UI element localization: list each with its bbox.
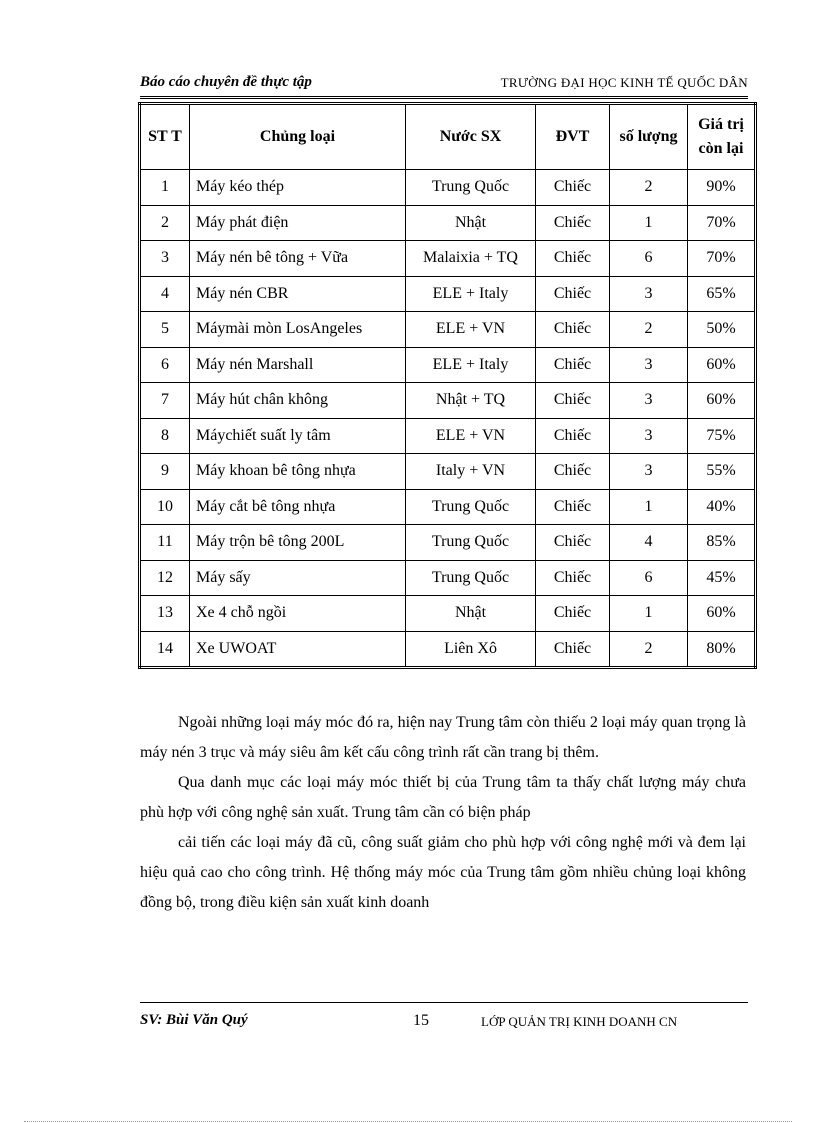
header-type: Chủng loại [190,104,406,170]
cell-quantity: 6 [610,560,688,596]
cell-quantity: 2 [610,170,688,206]
cell-unit: Chiếc [536,347,610,383]
cell-unit: Chiếc [536,631,610,668]
cell-remaining-value: 45% [688,560,756,596]
cell-type: Máy kéo thép [190,170,406,206]
paragraph-2: Qua danh mục các loại máy móc thiết bị của Trung tâm ta thấy chất lượng máy chưa phù hợp với công nghệ sản xuất. Trung tâm cần có biện pháp [140,774,746,821]
paragraph-3: cải tiến các loại máy đã cũ, công suất giảm cho phù hợp với công nghệ mới và đem lại hiệu quả cao cho công trình. Hệ thống máy móc của Trung tâm gồm nhiều chủng loại không đồng bộ, trong điều kiện sản xuất kinh doanh [140,834,746,911]
cell-unit: Chiếc [536,418,610,454]
cell-remaining-value: 40% [688,489,756,525]
table-row [140,347,756,383]
cell-unit: Chiếc [536,241,610,277]
cell-quantity: 1 [610,205,688,241]
table-row [140,241,756,277]
cell-stt: 10 [140,489,190,525]
cell-type: Máy trộn bê tông 200L [190,525,406,561]
table-row [140,525,756,561]
cell-type: Máy nén CBR [190,276,406,312]
cell-country: ELE + Italy [406,276,536,312]
table-row [140,170,756,206]
cell-country: Italy + VN [406,454,536,490]
cell-type: Máy phát điện [190,205,406,241]
cell-type: Xe UWOAT [190,631,406,668]
cell-remaining-value: 70% [688,241,756,277]
cell-country: Trung Quốc [406,489,536,525]
header-remaining-value: Giá trị còn lại [688,104,756,170]
class-name: LỚP QUẢN TRỊ KINH DOANH CN [481,1014,678,1029]
cell-country: Trung Quốc [406,525,536,561]
table-row [140,489,756,525]
cell-stt: 11 [140,525,190,561]
table-row [140,312,756,348]
cell-type: Máymài mòn LosAngeles [190,312,406,348]
cell-unit: Chiếc [536,276,610,312]
cell-remaining-value: 60% [688,347,756,383]
cell-country: ELE + Italy [406,347,536,383]
cell-unit: Chiếc [536,312,610,348]
equipment-table-wrapper [138,102,754,669]
cell-stt: 4 [140,276,190,312]
cell-type: Máy khoan bê tông nhựa [190,454,406,490]
cell-type: Máy sấy [190,560,406,596]
cell-remaining-value: 60% [688,596,756,632]
cell-country: ELE + VN [406,312,536,348]
equipment-table [138,102,757,669]
table-row [140,631,756,668]
cell-country: Nhật + TQ [406,383,536,419]
cell-remaining-value: 70% [688,205,756,241]
cell-stt: 1 [140,170,190,206]
cell-country: ELE + VN [406,418,536,454]
table-header-row [140,104,756,170]
page-footer [140,1012,748,1034]
page-header [140,74,748,96]
table-row [140,560,756,596]
table-row [140,383,756,419]
cell-stt: 3 [140,241,190,277]
cell-country: Liên Xô [406,631,536,668]
cell-remaining-value: 60% [688,383,756,419]
table-row [140,276,756,312]
cell-type: Máy nén bê tông + Vữa [190,241,406,277]
cell-quantity: 2 [610,631,688,668]
cell-quantity: 1 [610,489,688,525]
cell-type: Máy hút chân không [190,383,406,419]
table-row [140,205,756,241]
cell-unit: Chiếc [536,489,610,525]
cell-stt: 12 [140,560,190,596]
table-row [140,454,756,490]
cell-country: Nhật [406,596,536,632]
cell-quantity: 1 [610,596,688,632]
cell-unit: Chiếc [536,454,610,490]
cell-remaining-value: 55% [688,454,756,490]
cell-type: Máy cắt bê tông nhựa [190,489,406,525]
header-stt: ST T [140,104,190,170]
header-quantity: số lượng [610,104,688,170]
cell-remaining-value: 75% [688,418,756,454]
cell-type: Máychiết suất ly tâm [190,418,406,454]
cell-remaining-value: 65% [688,276,756,312]
cell-stt: 8 [140,418,190,454]
header-country: Nước SX [406,104,536,170]
cell-unit: Chiếc [536,596,610,632]
cell-country: Trung Quốc [406,560,536,596]
student-name: SV: Bùi Văn Quý [140,1012,248,1028]
paragraph-1: Ngoài những loại máy móc đó ra, hiện nay Trung tâm còn thiếu 2 loại máy quan trọng là máy nén 3 trục và máy siêu âm kết cấu công trình rất cần trang bị thêm. [140,714,746,761]
cell-unit: Chiếc [536,205,610,241]
cell-stt: 2 [140,205,190,241]
page-bottom-dotted-line [24,1121,792,1122]
cell-stt: 14 [140,631,190,668]
cell-type: Xe 4 chỗ ngồi [190,596,406,632]
cell-unit: Chiếc [536,383,610,419]
cell-unit: Chiếc [536,170,610,206]
cell-quantity: 4 [610,525,688,561]
cell-stt: 6 [140,347,190,383]
cell-quantity: 3 [610,454,688,490]
cell-quantity: 3 [610,276,688,312]
cell-remaining-value: 80% [688,631,756,668]
cell-country: Trung Quốc [406,170,536,206]
table-row [140,418,756,454]
cell-stt: 7 [140,383,190,419]
cell-remaining-value: 50% [688,312,756,348]
header-rule-secondary [140,98,748,99]
cell-stt: 13 [140,596,190,632]
cell-stt: 9 [140,454,190,490]
body-text [140,708,746,918]
cell-quantity: 2 [610,312,688,348]
cell-quantity: 3 [610,383,688,419]
cell-quantity: 6 [610,241,688,277]
header-rule [140,96,748,97]
report-title: Báo cáo chuyên đề thực tập [140,74,312,90]
cell-quantity: 3 [610,418,688,454]
cell-unit: Chiếc [536,560,610,596]
cell-unit: Chiếc [536,525,610,561]
table-row [140,596,756,632]
cell-country: Malaixia + TQ [406,241,536,277]
cell-remaining-value: 90% [688,170,756,206]
cell-quantity: 3 [610,347,688,383]
cell-remaining-value: 85% [688,525,756,561]
cell-stt: 5 [140,312,190,348]
page-number: 15 [413,1012,429,1029]
university-name: TRƯỜNG ĐẠI HỌC KINH TẾ QUỐC DÂN [500,75,748,90]
header-unit: ĐVT [536,104,610,170]
cell-type: Máy nén Marshall [190,347,406,383]
footer-rule [140,1002,748,1003]
cell-country: Nhật [406,205,536,241]
